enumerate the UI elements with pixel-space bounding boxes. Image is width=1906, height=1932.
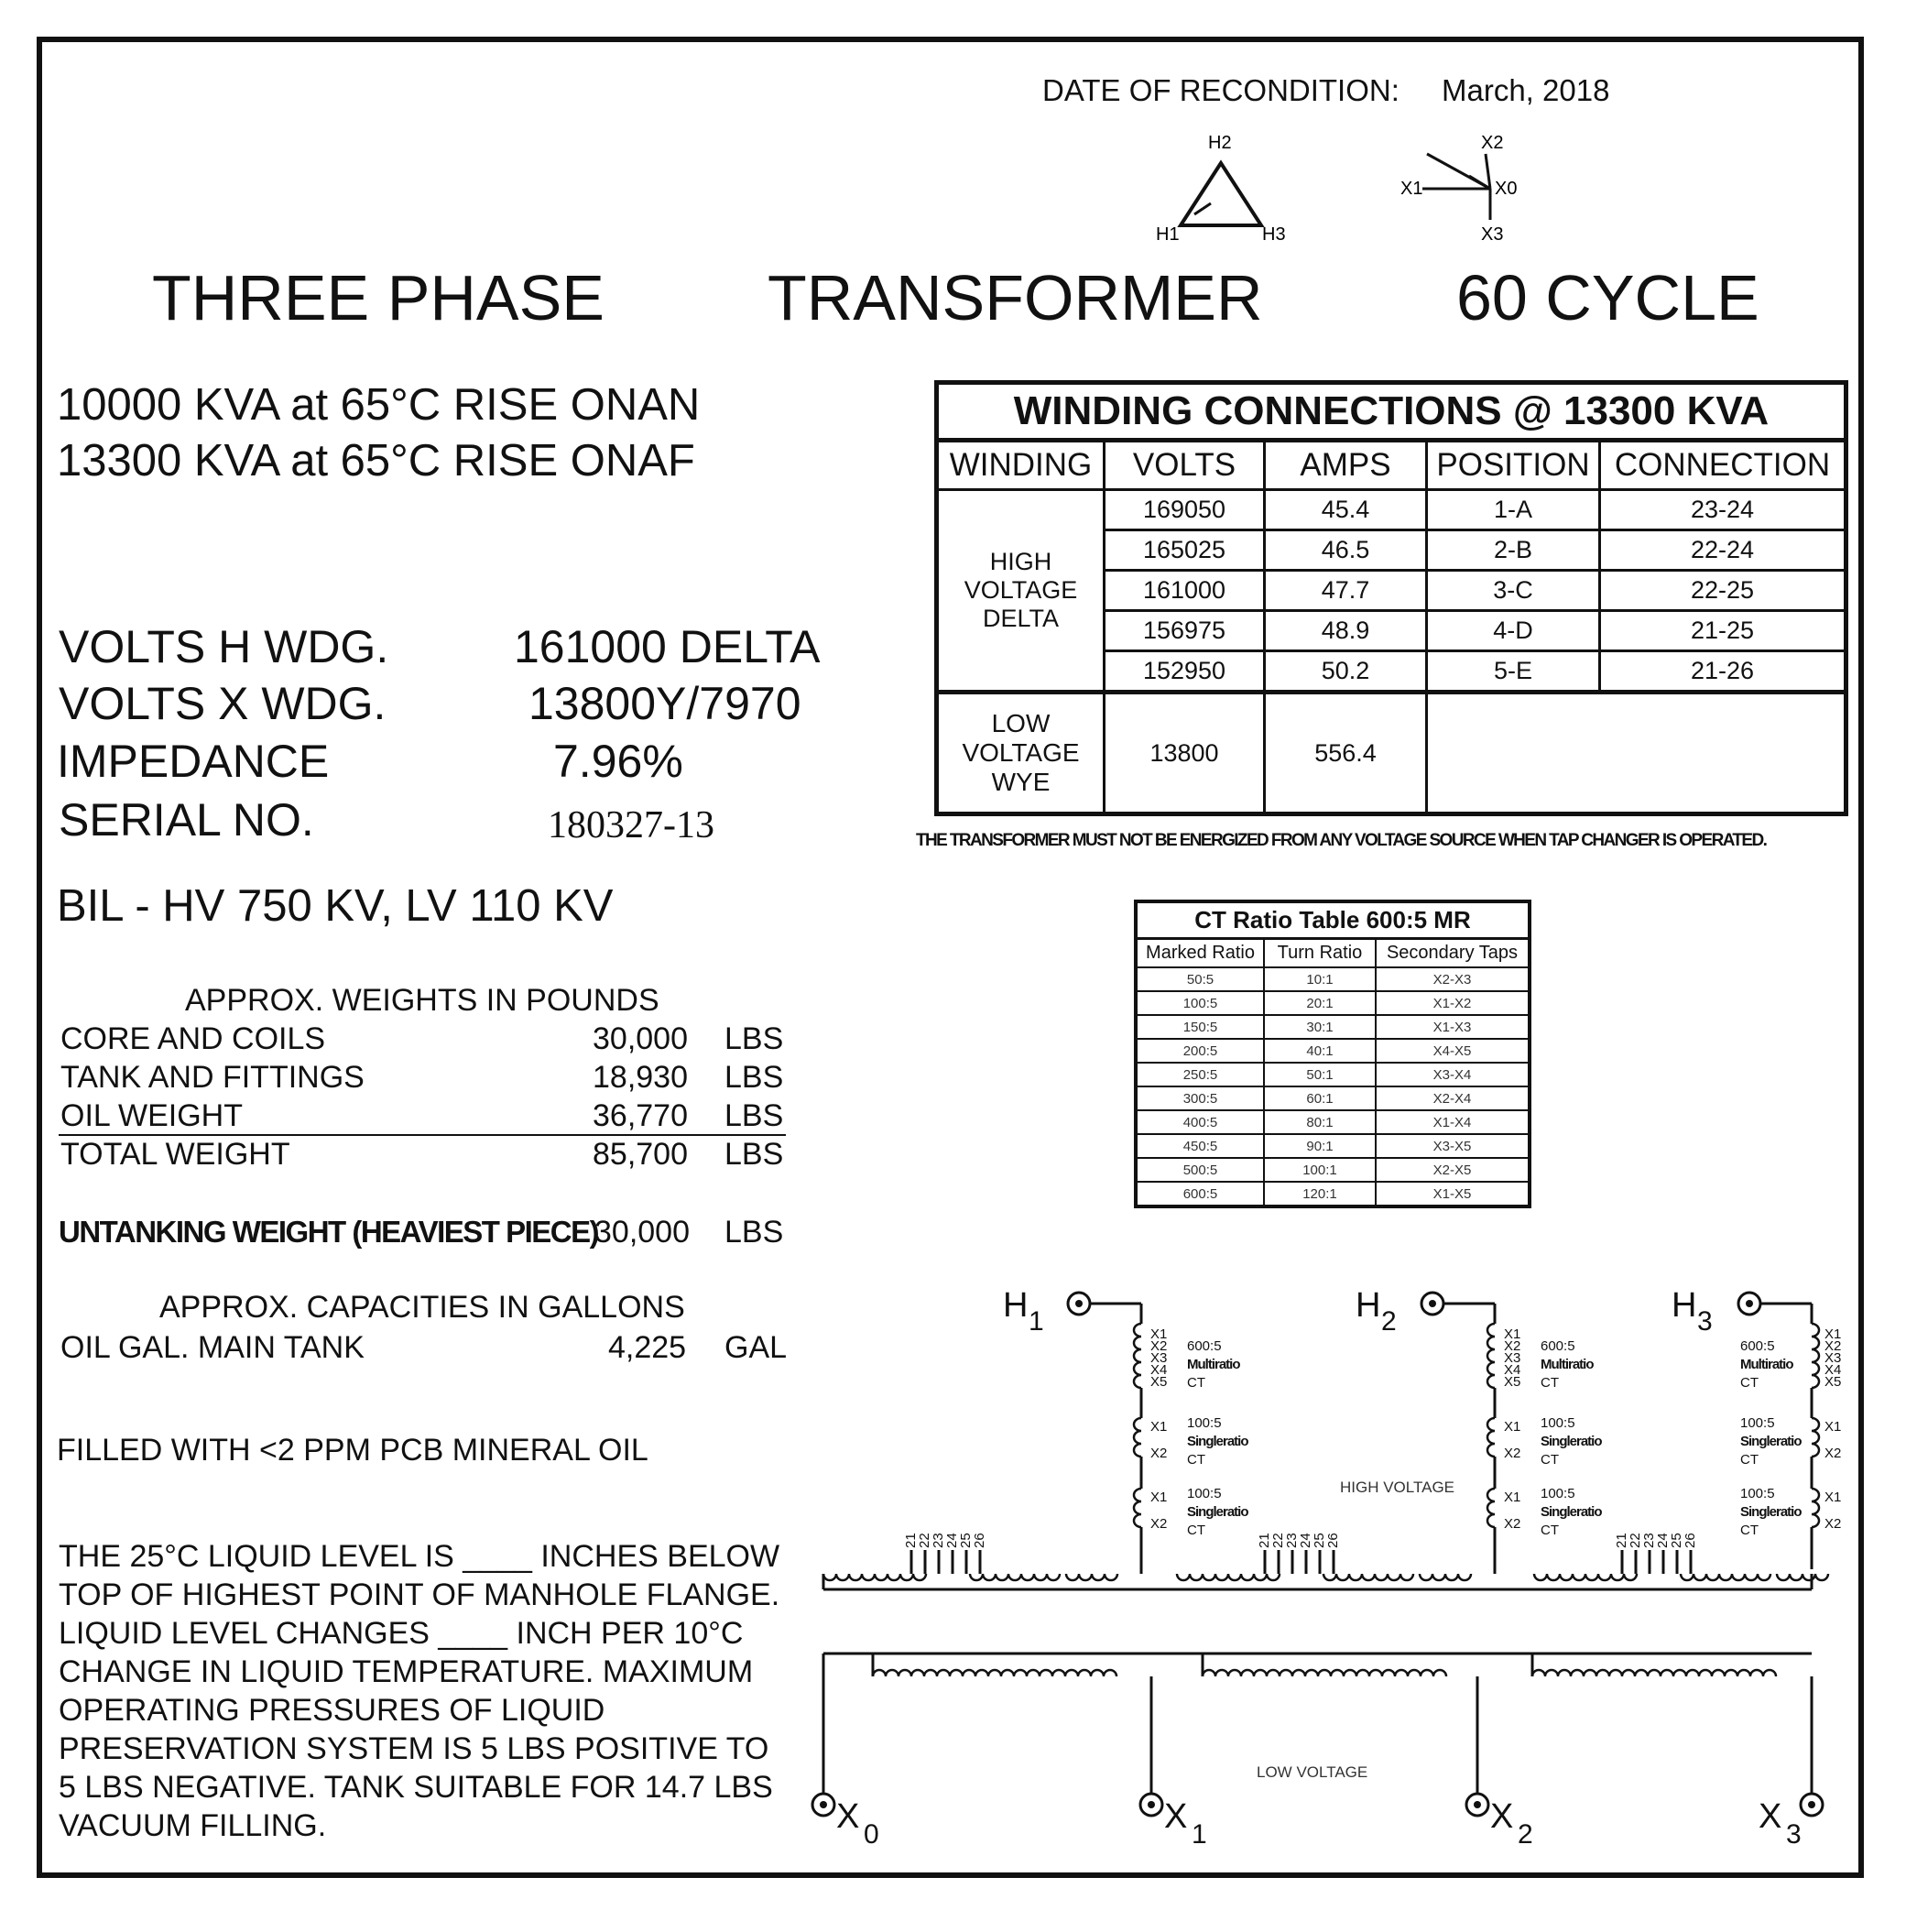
lv-bushing-icon-dot bbox=[820, 1801, 827, 1808]
rating-onan: 10000 KVA at 65°C RISE ONAN bbox=[57, 380, 701, 430]
col-amps: AMPS bbox=[1265, 441, 1427, 490]
lv-terminal-sub: 1 bbox=[1192, 1819, 1207, 1850]
ct-suffix-label: CT bbox=[1740, 1523, 1759, 1538]
delta-h2-label: H2 bbox=[1208, 133, 1232, 153]
impedance-label: IMPEDANCE bbox=[57, 736, 330, 787]
ct-tap-label: X5 bbox=[1824, 1374, 1842, 1390]
ct-tap-label: X1 bbox=[1504, 1490, 1521, 1505]
title-three-phase: THREE PHASE bbox=[152, 262, 604, 333]
ct-cell: 400:5 bbox=[1136, 1110, 1264, 1134]
group-line: VOLTAGE bbox=[964, 575, 1078, 604]
singleratio-ct-icon bbox=[1812, 1489, 1819, 1527]
ct-tap-label: X4 bbox=[1824, 1362, 1842, 1378]
ct-cell: 500:5 bbox=[1136, 1158, 1264, 1182]
ct-cell: X3-X5 bbox=[1376, 1134, 1530, 1158]
lv-terminal-sub: 0 bbox=[864, 1819, 879, 1850]
ct-name-label: Multiratio bbox=[1541, 1357, 1594, 1372]
ct-col-turn: Turn Ratio bbox=[1264, 939, 1376, 968]
ct-cell: X2-X3 bbox=[1376, 967, 1530, 991]
amps-cell: 556.4 bbox=[1265, 693, 1427, 814]
hv-terminal-sub: 2 bbox=[1381, 1306, 1397, 1337]
note-line: TOP OF HIGHEST POINT OF MANHOLE FLANGE. bbox=[59, 1577, 780, 1612]
hv-bushing-icon-dot bbox=[1075, 1300, 1083, 1307]
ct-cell: 120:1 bbox=[1264, 1182, 1376, 1206]
tap-number-label: 23 bbox=[1284, 1533, 1300, 1548]
lv-terminal-sub: 2 bbox=[1518, 1819, 1533, 1850]
ct-tap-label: X4 bbox=[1150, 1362, 1168, 1378]
ct-tap-label: X1 bbox=[1150, 1490, 1168, 1505]
tap-number-label: 25 bbox=[958, 1533, 974, 1548]
tap-number-label: 25 bbox=[1312, 1533, 1327, 1548]
ct-name-label: Singleratio bbox=[1541, 1434, 1602, 1449]
volts-x-value: 13800Y/7970 bbox=[528, 678, 801, 729]
lv-winding-coil-icon bbox=[1532, 1670, 1776, 1676]
amps-cell: 45.4 bbox=[1265, 490, 1427, 530]
ct-cell: 100:5 bbox=[1136, 991, 1264, 1015]
lv-terminal-label: X bbox=[1759, 1797, 1782, 1836]
ct-suffix-label: CT bbox=[1187, 1523, 1205, 1538]
ct-name-label: Singleratio bbox=[1740, 1504, 1802, 1520]
position-cell: 2-B bbox=[1427, 530, 1600, 571]
volts-x-label: VOLTS X WDG. bbox=[59, 678, 387, 729]
ct-suffix-label: CT bbox=[1187, 1452, 1205, 1468]
position-cell: 1-A bbox=[1427, 490, 1600, 530]
multiratio-ct-icon bbox=[1487, 1324, 1495, 1388]
ct-ratio-label: 100:5 bbox=[1187, 1415, 1222, 1431]
connection-cell: 21-26 bbox=[1600, 651, 1846, 693]
volts-cell: 13800 bbox=[1105, 693, 1265, 814]
rating-onaf: 13300 KVA at 65°C RISE ONAF bbox=[57, 436, 695, 486]
volts-h-value: 161000 DELTA bbox=[514, 621, 821, 672]
ct-cell: 250:5 bbox=[1136, 1063, 1264, 1086]
note-line: LIQUID LEVEL CHANGES ____ INCH PER 10°C bbox=[59, 1616, 744, 1651]
hv-terminal-label: H bbox=[1356, 1286, 1381, 1325]
capacity-unit: GAL bbox=[724, 1330, 788, 1365]
note-line: THE 25°C LIQUID LEVEL IS ____ INCHES BELOW bbox=[59, 1539, 780, 1574]
amps-cell: 47.7 bbox=[1265, 571, 1427, 611]
ct-suffix-label: CT bbox=[1740, 1452, 1759, 1468]
tap-number-label: 23 bbox=[1641, 1533, 1657, 1548]
ct-tap-label: X1 bbox=[1150, 1419, 1168, 1435]
tap-number-label: 21 bbox=[1257, 1533, 1272, 1548]
lv-winding-coil-icon bbox=[873, 1670, 1116, 1676]
ct-ratio-label: 100:5 bbox=[1740, 1486, 1775, 1501]
group-line: DELTA bbox=[982, 605, 1060, 633]
singleratio-ct-icon bbox=[1812, 1418, 1819, 1457]
ct-cell: X1-X3 bbox=[1376, 1015, 1530, 1039]
wye-x2-label: X2 bbox=[1481, 133, 1504, 153]
hv-terminal-sub: 3 bbox=[1697, 1306, 1713, 1337]
weight-value: 30,000 bbox=[593, 1021, 688, 1056]
ct-cell: 20:1 bbox=[1264, 991, 1376, 1015]
weight-label: TOTAL WEIGHT bbox=[60, 1137, 290, 1172]
high-voltage-label: HIGH VOLTAGE bbox=[1340, 1479, 1455, 1496]
tap-number-label: 24 bbox=[944, 1533, 960, 1548]
ct-ratio-label: 600:5 bbox=[1740, 1338, 1775, 1354]
ct-cell: 450:5 bbox=[1136, 1134, 1264, 1158]
col-volts: VOLTS bbox=[1105, 441, 1265, 490]
tap-number-label: 26 bbox=[1683, 1533, 1698, 1548]
ct-col-marked: Marked Ratio bbox=[1136, 939, 1264, 968]
ct-suffix-label: CT bbox=[1541, 1452, 1559, 1468]
ct-ratio-label: 600:5 bbox=[1541, 1338, 1575, 1354]
ct-tap-label: X1 bbox=[1504, 1419, 1521, 1435]
weight-label: CORE AND COILS bbox=[60, 1021, 326, 1056]
ct-name-label: Multiratio bbox=[1187, 1357, 1240, 1372]
serial-value: 180327-13 bbox=[548, 804, 714, 846]
wye-x3-label: X3 bbox=[1481, 224, 1504, 245]
ct-tap-label: X3 bbox=[1150, 1350, 1168, 1366]
ct-tap-label: X1 bbox=[1150, 1326, 1168, 1342]
group-line: LOW bbox=[991, 708, 1051, 737]
filled-with-note: FILLED WITH <2 PPM PCB MINERAL OIL bbox=[57, 1433, 648, 1468]
tap-number-label: 24 bbox=[1298, 1533, 1313, 1548]
note-line: VACUUM FILLING. bbox=[59, 1808, 327, 1843]
wye-symbol-icon bbox=[1422, 154, 1490, 220]
note-line: PRESERVATION SYSTEM IS 5 LBS POSITIVE TO bbox=[59, 1731, 769, 1766]
singleratio-ct-icon bbox=[1134, 1418, 1141, 1457]
connection-cell: 21-25 bbox=[1600, 611, 1846, 651]
ct-tap-label: X2 bbox=[1504, 1446, 1521, 1461]
hv-winding-coil-icon bbox=[823, 1574, 926, 1580]
ct-tap-label: X1 bbox=[1824, 1490, 1842, 1505]
weight-value: 85,700 bbox=[593, 1137, 688, 1172]
ct-cell: 10:1 bbox=[1264, 967, 1376, 991]
ct-cell: 80:1 bbox=[1264, 1110, 1376, 1134]
connection-cell: 22-25 bbox=[1600, 571, 1846, 611]
ct-cell: 200:5 bbox=[1136, 1039, 1264, 1063]
hv-terminal-label: H bbox=[1003, 1286, 1029, 1325]
hv-winding-coil-icon bbox=[1534, 1574, 1637, 1580]
volts-cell: 156975 bbox=[1105, 611, 1265, 651]
lv-terminal-label: X bbox=[836, 1797, 860, 1836]
ct-cell: X2-X5 bbox=[1376, 1158, 1530, 1182]
ct-table-title: CT Ratio Table 600:5 MR bbox=[1136, 901, 1530, 939]
ct-tap-label: X2 bbox=[1824, 1338, 1842, 1354]
untanking-value: 30,000 bbox=[594, 1215, 690, 1250]
wye-x1-label: X1 bbox=[1400, 179, 1423, 199]
title-60-cycle: 60 CYCLE bbox=[1456, 262, 1759, 333]
position-cell: 4-D bbox=[1427, 611, 1600, 651]
weight-label: OIL WEIGHT bbox=[60, 1098, 243, 1133]
tap-number-label: 26 bbox=[972, 1533, 987, 1548]
singleratio-ct-icon bbox=[1487, 1418, 1495, 1457]
group-line: VOLTAGE bbox=[962, 737, 1080, 767]
ct-cell: 600:5 bbox=[1136, 1182, 1264, 1206]
hv-winding-coil-icon bbox=[1420, 1574, 1471, 1580]
ct-tap-label: X5 bbox=[1504, 1374, 1521, 1390]
ct-tap-label: X1 bbox=[1504, 1326, 1521, 1342]
ct-cell: X4-X5 bbox=[1376, 1039, 1530, 1063]
weight-value: 36,770 bbox=[593, 1098, 688, 1133]
ct-cell: 150:5 bbox=[1136, 1015, 1264, 1039]
lv-terminal-sub: 3 bbox=[1786, 1819, 1802, 1850]
hv-bushing-icon-dot bbox=[1429, 1300, 1436, 1307]
ct-cell: X3-X4 bbox=[1376, 1063, 1530, 1086]
tap-number-label: 22 bbox=[917, 1533, 932, 1548]
ct-tap-label: X5 bbox=[1150, 1374, 1168, 1390]
ct-tap-label: X1 bbox=[1824, 1419, 1842, 1435]
tap-number-label: 21 bbox=[1614, 1533, 1629, 1548]
multiratio-ct-icon bbox=[1134, 1324, 1141, 1388]
group-line: HIGH bbox=[989, 547, 1052, 575]
col-position: POSITION bbox=[1427, 441, 1600, 490]
hv-terminal-label: H bbox=[1672, 1286, 1697, 1325]
connection-cell: 22-24 bbox=[1600, 530, 1846, 571]
ct-tap-label: X3 bbox=[1504, 1350, 1521, 1366]
delta-h3-label: H3 bbox=[1262, 224, 1286, 245]
lv-terminal-label: X bbox=[1490, 1797, 1514, 1836]
delta-h1-label: H1 bbox=[1156, 224, 1180, 245]
ct-cell: 40:1 bbox=[1264, 1039, 1376, 1063]
hv-winding-coil-icon bbox=[1323, 1574, 1413, 1580]
ct-cell: 50:1 bbox=[1264, 1063, 1376, 1086]
delta-symbol-icon bbox=[1181, 163, 1261, 225]
tap-number-label: 21 bbox=[903, 1533, 919, 1548]
note-line: CHANGE IN LIQUID TEMPERATURE. MAXIMUM bbox=[59, 1654, 754, 1689]
weight-unit: LBS bbox=[724, 1137, 784, 1172]
hv-winding-coil-icon bbox=[1681, 1574, 1770, 1580]
lv-bushing-icon-dot bbox=[1148, 1801, 1155, 1808]
ct-ratio-label: 100:5 bbox=[1541, 1486, 1575, 1501]
ct-cell: 30:1 bbox=[1264, 1015, 1376, 1039]
recondition-label: DATE OF RECONDITION: bbox=[1042, 73, 1400, 107]
tap-number-label: 25 bbox=[1669, 1533, 1684, 1548]
ct-name-label: Singleratio bbox=[1187, 1434, 1248, 1449]
ct-cell: 50:5 bbox=[1136, 967, 1264, 991]
ct-suffix-label: CT bbox=[1740, 1375, 1759, 1391]
hv-winding-coil-icon bbox=[1177, 1574, 1280, 1580]
col-connection: CONNECTION bbox=[1600, 441, 1846, 490]
volts-h-label: VOLTS H WDG. bbox=[59, 621, 389, 672]
multiratio-ct-icon bbox=[1812, 1324, 1819, 1388]
tap-number-label: 26 bbox=[1325, 1533, 1341, 1548]
ct-cell: X2-X4 bbox=[1376, 1086, 1530, 1110]
connection-cell: 23-24 bbox=[1600, 490, 1846, 530]
ct-tap-label: X1 bbox=[1824, 1326, 1842, 1342]
note-line: OPERATING PRESSURES OF LIQUID bbox=[59, 1693, 605, 1728]
tap-number-label: 22 bbox=[1270, 1533, 1286, 1548]
ct-tap-label: X2 bbox=[1824, 1516, 1842, 1532]
lv-winding-coil-icon bbox=[1203, 1670, 1446, 1676]
weight-unit: LBS bbox=[724, 1021, 784, 1056]
ct-ratio-label: 100:5 bbox=[1187, 1486, 1222, 1501]
capacity-value: 4,225 bbox=[608, 1330, 687, 1365]
note-line: 5 LBS NEGATIVE. TANK SUITABLE FOR 14.7 LBS bbox=[59, 1770, 773, 1805]
singleratio-ct-icon bbox=[1134, 1489, 1141, 1527]
ct-name-label: Singleratio bbox=[1740, 1434, 1802, 1449]
bil-rating: BIL - HV 750 KV, LV 110 KV bbox=[57, 881, 614, 931]
ct-cell: X1-X2 bbox=[1376, 991, 1530, 1015]
serial-label: SERIAL NO. bbox=[59, 794, 314, 846]
amps-cell: 48.9 bbox=[1265, 611, 1427, 651]
tap-number-label: 23 bbox=[931, 1533, 946, 1548]
impedance-value: 7.96% bbox=[553, 736, 683, 787]
singleratio-ct-icon bbox=[1487, 1489, 1495, 1527]
lv-terminal-label: X bbox=[1164, 1797, 1188, 1836]
volts-cell: 165025 bbox=[1105, 530, 1265, 571]
ct-cell: 60:1 bbox=[1264, 1086, 1376, 1110]
weight-label: TANK AND FITTINGS bbox=[60, 1060, 365, 1095]
ct-cell: X1-X5 bbox=[1376, 1182, 1530, 1206]
amps-cell: 46.5 bbox=[1265, 530, 1427, 571]
ct-name-label: Multiratio bbox=[1740, 1357, 1793, 1372]
weights-title: APPROX. WEIGHTS IN POUNDS bbox=[185, 983, 659, 1018]
volts-cell: 152950 bbox=[1105, 651, 1265, 693]
ct-tap-label: X2 bbox=[1504, 1516, 1521, 1532]
recondition-date: March, 2018 bbox=[1442, 73, 1610, 107]
volts-cell: 161000 bbox=[1105, 571, 1265, 611]
position-cell: 5-E bbox=[1427, 651, 1600, 693]
ct-ratio-label: 600:5 bbox=[1187, 1338, 1222, 1354]
weight-unit: LBS bbox=[724, 1098, 784, 1133]
ct-tap-label: X2 bbox=[1150, 1338, 1168, 1354]
position-cell: 3-C bbox=[1427, 571, 1600, 611]
ct-suffix-label: CT bbox=[1541, 1375, 1559, 1391]
tap-number-label: 24 bbox=[1655, 1533, 1671, 1548]
ct-cell: 90:1 bbox=[1264, 1134, 1376, 1158]
hv-bushing-icon-dot bbox=[1746, 1300, 1753, 1307]
ct-tap-label: X2 bbox=[1150, 1516, 1168, 1532]
ct-name-label: Singleratio bbox=[1187, 1504, 1248, 1520]
volts-cell: 169050 bbox=[1105, 490, 1265, 530]
amps-cell: 50.2 bbox=[1265, 651, 1427, 693]
capacity-label: OIL GAL. MAIN TANK bbox=[60, 1330, 365, 1365]
hv-terminal-sub: 1 bbox=[1029, 1306, 1044, 1337]
title-transformer: TRANSFORMER bbox=[768, 262, 1263, 333]
ct-tap-label: X2 bbox=[1150, 1446, 1168, 1461]
lv-bushing-icon-dot bbox=[1808, 1801, 1815, 1808]
ct-name-label: Singleratio bbox=[1541, 1504, 1602, 1520]
untanking-label: UNTANKING WEIGHT (HEAVIEST PIECE) bbox=[59, 1215, 599, 1249]
ct-ratio-label: 100:5 bbox=[1740, 1415, 1775, 1431]
wye-x0-label: X0 bbox=[1495, 179, 1518, 199]
tap-number-label: 22 bbox=[1628, 1533, 1643, 1548]
ct-ratio-label: 100:5 bbox=[1541, 1415, 1575, 1431]
hv-winding-coil-icon bbox=[1066, 1574, 1117, 1580]
ct-col-taps: Secondary Taps bbox=[1376, 939, 1530, 968]
weight-unit: LBS bbox=[724, 1060, 784, 1095]
hv-winding-coil-icon bbox=[1777, 1574, 1828, 1580]
ct-cell: X1-X4 bbox=[1376, 1110, 1530, 1134]
ct-suffix-label: CT bbox=[1541, 1523, 1559, 1538]
untanking-unit: LBS bbox=[724, 1215, 784, 1250]
hv-winding-coil-icon bbox=[970, 1574, 1060, 1580]
winding-table-title: WINDING CONNECTIONS @ 13300 KVA bbox=[937, 383, 1846, 441]
tap-changer-warning: THE TRANSFORMER MUST NOT BE ENERGIZED FROM ANY VOLTAGE SOURCE WHEN TAP CHANGER IS OPERATED. bbox=[916, 831, 1767, 850]
ct-suffix-label: CT bbox=[1187, 1375, 1205, 1391]
ct-tap-label: X4 bbox=[1504, 1362, 1521, 1378]
weight-value: 18,930 bbox=[593, 1060, 688, 1095]
ct-cell: 100:1 bbox=[1264, 1158, 1376, 1182]
capacities-title: APPROX. CAPACITIES IN GALLONS bbox=[159, 1290, 685, 1325]
group-line: WYE bbox=[991, 768, 1051, 797]
lv-bushing-icon-dot bbox=[1474, 1801, 1481, 1808]
ct-tap-label: X2 bbox=[1504, 1338, 1521, 1354]
ct-tap-label: X3 bbox=[1824, 1350, 1842, 1366]
ct-cell: 300:5 bbox=[1136, 1086, 1264, 1110]
low-voltage-label: LOW VOLTAGE bbox=[1257, 1763, 1368, 1781]
col-winding: WINDING bbox=[937, 441, 1105, 490]
ct-tap-label: X2 bbox=[1824, 1446, 1842, 1461]
